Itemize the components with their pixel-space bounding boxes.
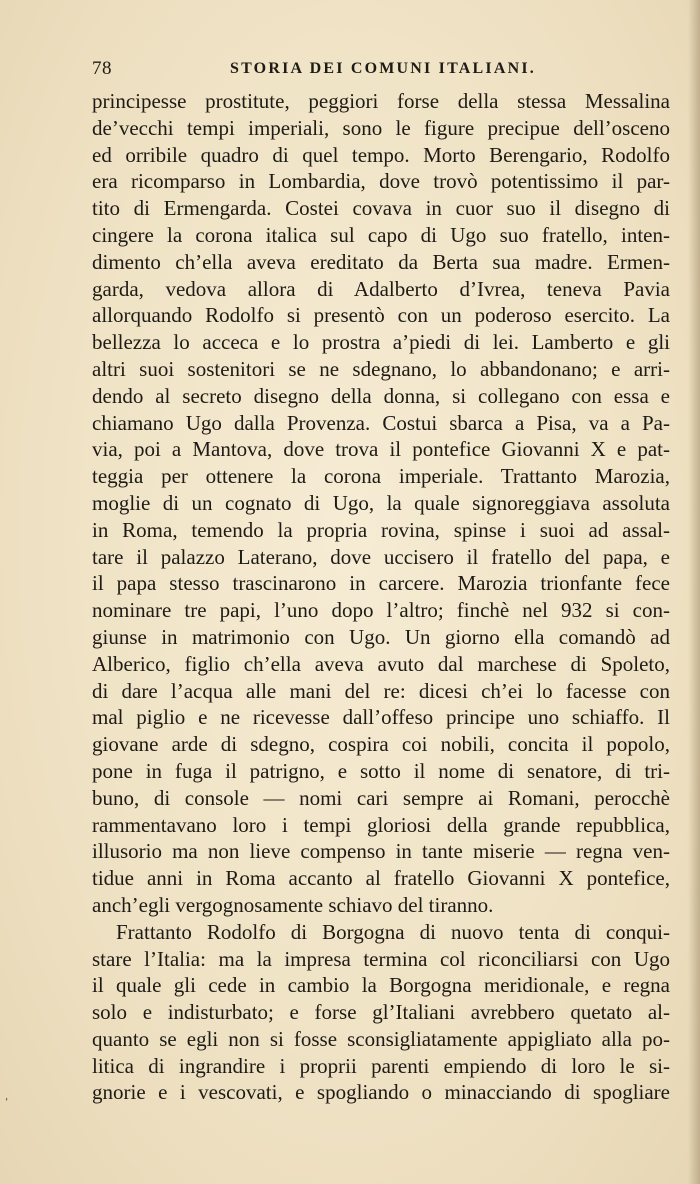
text-line: teggia per ottenere la corona imperiale. Trattanto Marozia, bbox=[92, 464, 670, 489]
paragraph bbox=[92, 88, 670, 919]
text-line: illusorio ma non lieve compenso in tante miserie — regna ven- bbox=[92, 839, 670, 864]
text-line: giovane arde di sdegno, cospira coi nobili, concita il popolo, bbox=[92, 732, 670, 757]
running-title: STORIA DEI COMUNI ITALIANI. bbox=[230, 60, 536, 77]
body-text bbox=[92, 88, 670, 1106]
text-line: pone in fuga il patrigno, e sotto il nome di senatore, di tri- bbox=[92, 758, 670, 783]
text-line: mal piglio e ne ricevesse dall’offeso principe uno schiaffo. Il bbox=[92, 705, 670, 730]
text-line: allorquando Rodolfo si presentò con un poderoso esercito. La bbox=[92, 303, 670, 328]
text-line: il quale gli cede in cambio la Borgogna meridionale, e regna bbox=[92, 973, 670, 998]
text-line: dendo al secreto disegno della donna, si collegano con essa e bbox=[92, 383, 670, 408]
text-line: ed orribile quadro di quel tempo. Morto Berengario, Rodolfo bbox=[92, 142, 670, 167]
text-line: via, poi a Mantova, dove trova il pontefice Giovanni X e pat- bbox=[92, 437, 670, 462]
text-line: tidue anni in Roma accanto al fratello Giovanni X pontefice, bbox=[92, 866, 670, 891]
margin-mark: ˈ bbox=[4, 1096, 10, 1113]
text-line: tito di Ermengarda. Costei covava in cuor suo il disegno di bbox=[92, 196, 670, 221]
text-line: chiamano Ugo dalla Provenza. Costui sbarca a Pisa, va a Pa- bbox=[92, 410, 670, 435]
text-line: di dare l’acqua alle mani del re: dicesi ch’ei lo facesse con bbox=[92, 678, 670, 703]
text-line: tare il palazzo Laterano, dove uccisero il fratello del papa, e bbox=[92, 544, 670, 569]
page-header bbox=[92, 58, 668, 82]
text-line: bellezza lo acceca e lo prostra a’piedi di lei. Lamberto e gli bbox=[92, 330, 670, 355]
text-line: solo e indisturbato; e forse gl’Italiani avrebbero quetato al- bbox=[92, 1000, 670, 1025]
text-line: stare l’Italia: ma la impresa termina col riconciliarsi con Ugo bbox=[92, 946, 670, 971]
paragraph bbox=[92, 919, 670, 1107]
text-line: quanto se egli non si fosse sconsigliatamente appigliato alla po- bbox=[92, 1026, 670, 1051]
text-line: altri suoi sostenitori se ne sdegnano, lo abbandonano; e arri- bbox=[92, 356, 670, 381]
text-line: nominare tre papi, l’uno dopo l’altro; finchè nel 932 si con- bbox=[92, 598, 670, 623]
text-line: buno, di console — nomi cari sempre ai Romani, perocchè bbox=[92, 785, 670, 810]
text-line: principesse prostitute, peggiori forse della stessa Messalina bbox=[92, 89, 670, 113]
text-line: Frattanto Rodolfo di Borgogna di nuovo tenta di conqui- bbox=[116, 919, 670, 944]
page-number: 78 bbox=[92, 58, 112, 79]
text-line: Alberico, figlio ch’ella aveva avuto dal marchese di Spoleto, bbox=[92, 651, 670, 676]
text-line: era ricomparso in Lombardia, dove trovò potentissimo il par- bbox=[92, 169, 670, 194]
text-line: moglie di un cognato di Ugo, la quale signoreggiava assoluta bbox=[92, 490, 670, 515]
text-line: rammentavano loro i tempi gloriosi della grande repubblica, bbox=[92, 812, 670, 837]
text-line: de’vecchi tempi imperiali, sono le figure precipue dell’osceno bbox=[92, 115, 670, 140]
text-line: cingere la corona italica sul capo di Ugo suo fratello, inten- bbox=[92, 222, 670, 247]
page-edge-shadow bbox=[688, 0, 700, 1184]
text-line: in Roma, temendo la propria rovina, spinse i suoi ad assal- bbox=[92, 517, 670, 542]
text-line: dimento ch’ella aveva ereditato da Berta sua madre. Ermen- bbox=[92, 249, 670, 274]
text-line: gnorie e i vescovati, e spogliando o minacciando di spogliare bbox=[92, 1080, 670, 1105]
text-line: giunse in matrimonio con Ugo. Un giorno ella comandò ad bbox=[92, 624, 670, 649]
text-line: il papa stesso trascinarono in carcere. Marozia trionfante fece bbox=[92, 571, 670, 596]
text-line: garda, vedova allora di Adalberto d’Ivrea, teneva Pavia bbox=[92, 276, 670, 301]
text-line: litica di ingrandire i proprii parenti empiendo di loro le si- bbox=[92, 1053, 670, 1078]
text-line: anch’egli vergognosamente schiavo del tiranno. bbox=[92, 892, 494, 917]
